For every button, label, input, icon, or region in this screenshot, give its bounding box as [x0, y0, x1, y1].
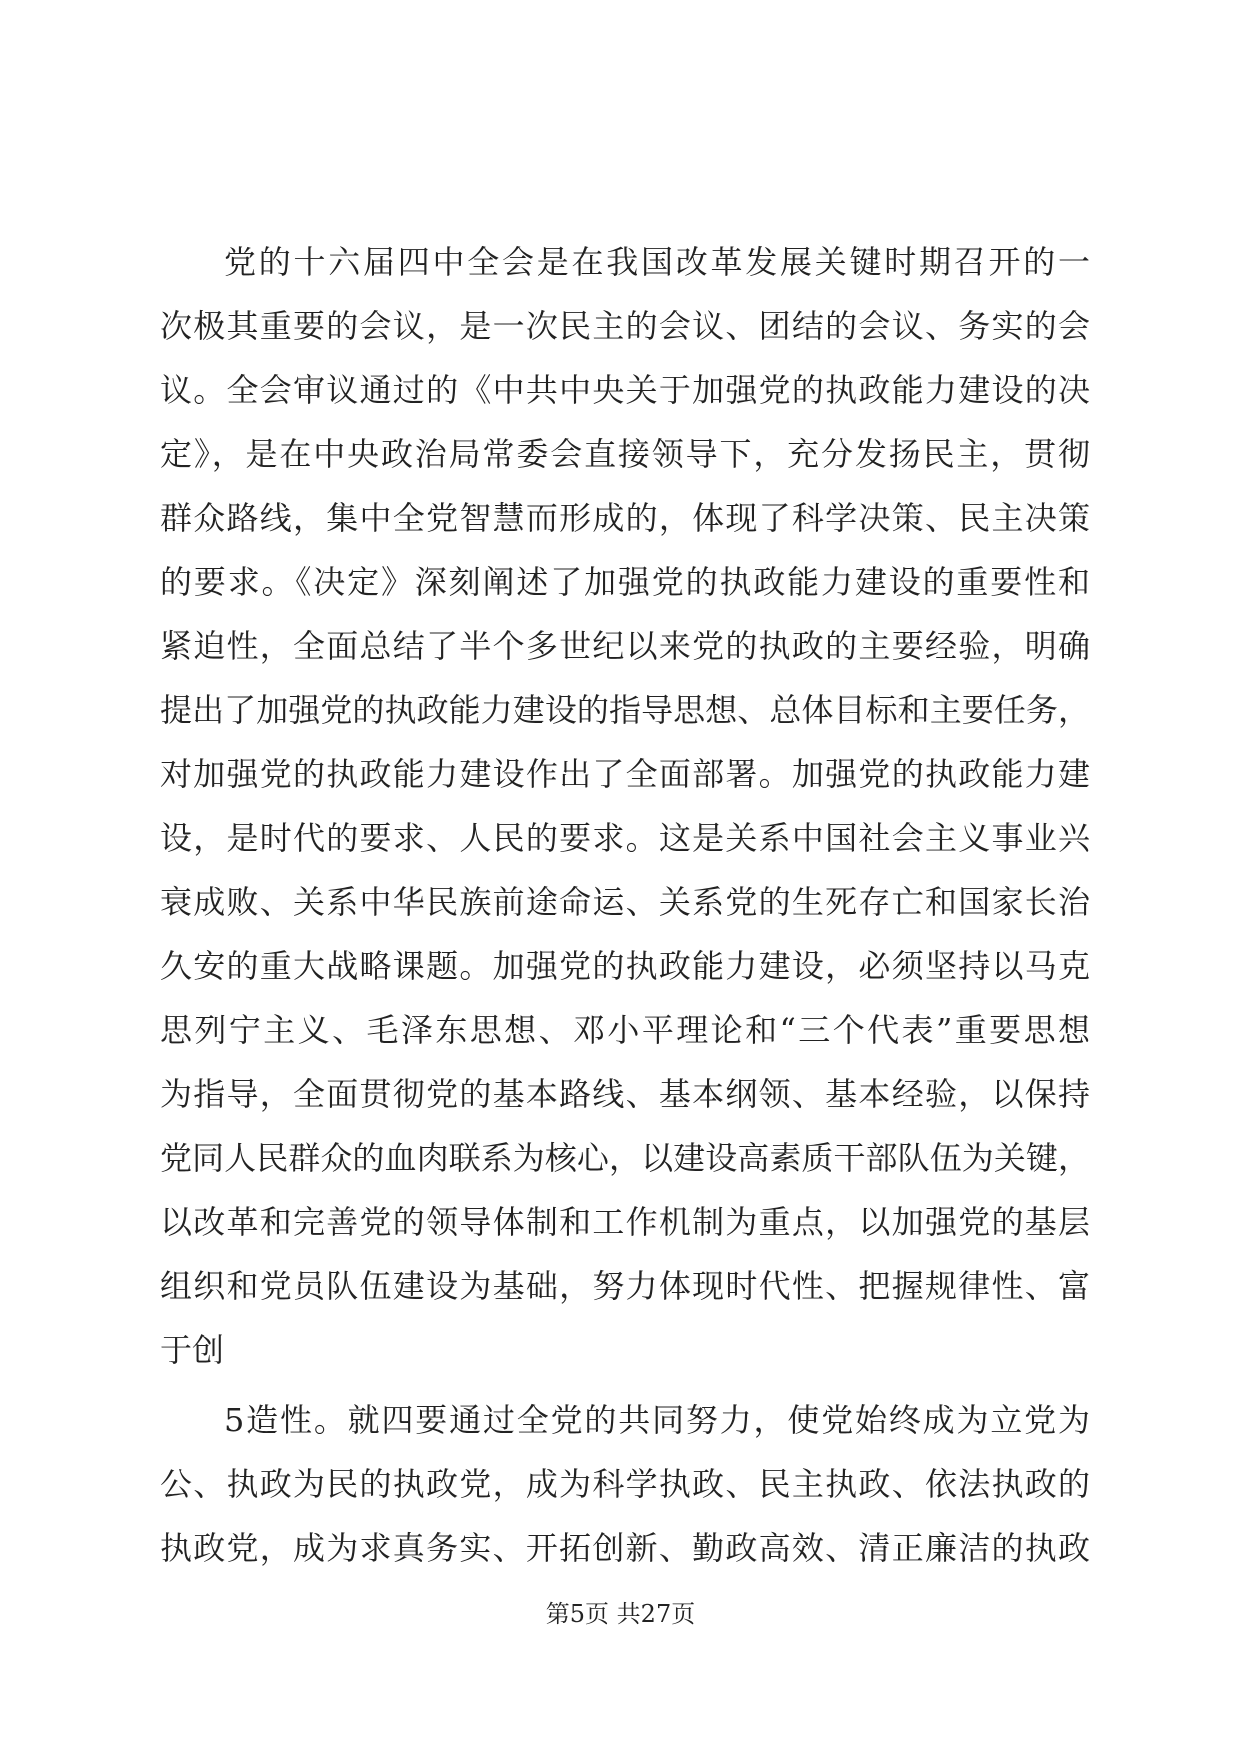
text-line: 党的十六届四中全会是在我国改革发展关键时期召开的一 [224, 243, 1090, 281]
paragraph-1 [160, 230, 1090, 1382]
document-body [160, 230, 1090, 1580]
text-line: 于创 [160, 1331, 225, 1369]
text-line: 久安的重大战略课题。加强党的执政能力建设，必须坚持以马克 [160, 947, 1090, 985]
text-line: 设，是时代的要求、人民的要求。这是关系中国社会主义事业兴 [160, 819, 1090, 857]
text-line: 组织和党员队伍建设为基础，努力体现时代性、把握规律性、富 [160, 1267, 1090, 1305]
text-line: 定》，是在中央政治局常委会直接领导下，充分发扬民主，贯彻 [160, 435, 1090, 473]
text-line: 以改革和完善党的领导体制和工作机制为重点，以加强党的基层 [160, 1203, 1090, 1241]
text-line: 为指导，全面贯彻党的基本路线、基本纲领、基本经验，以保持 [160, 1075, 1090, 1113]
text-line: 对加强党的执政能力建设作出了全面部署。加强党的执政能力建 [160, 755, 1090, 793]
text-line: 群众路线，集中全党智慧而形成的，体现了科学决策、民主决策 [160, 499, 1090, 537]
text-line: 的要求。《决定》深刻阐述了加强党的执政能力建设的重要性和 [160, 563, 1090, 601]
page-number-footer: 第5页 共27页 [545, 1600, 696, 1628]
text-line: 5造性。就四要通过全党的共同努力，使党始终成为立党为 [224, 1401, 1090, 1439]
text-line: 公、执政为民的执政党，成为科学执政、民主执政、依法执政的 [160, 1465, 1090, 1503]
text-line: 提出了加强党的执政能力建设的指导思想、总体目标和主要任务， [160, 691, 1090, 729]
text-line: 思列宁主义、毛泽东思想、邓小平理论和“三个代表”重要思想 [160, 1011, 1090, 1049]
text-line: 衰成败、关系中华民族前途命运、关系党的生死存亡和国家长治 [160, 883, 1090, 921]
text-line: 紧迫性，全面总结了半个多世纪以来党的执政的主要经验，明确 [160, 627, 1090, 665]
text-line: 次极其重要的会议，是一次民主的会议、团结的会议、务实的会 [160, 307, 1090, 345]
paragraph-2 [160, 1388, 1090, 1580]
text-line: 党同人民群众的血肉联系为核心，以建设高素质干部队伍为关键， [160, 1139, 1090, 1177]
text-line: 议。全会审议通过的《中共中央关于加强党的执政能力建设的决 [160, 371, 1090, 409]
text-line: 执政党，成为求真务实、开拓创新、勤政高效、清正廉洁的执政 [160, 1529, 1090, 1567]
